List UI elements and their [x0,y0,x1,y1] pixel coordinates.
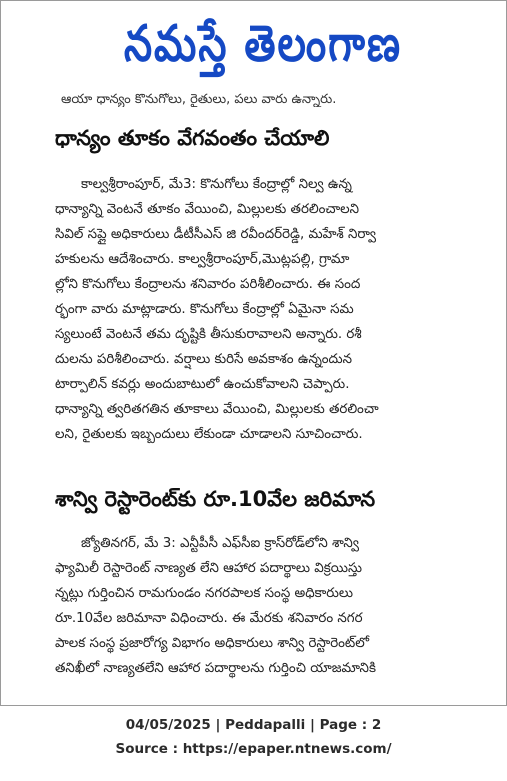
masthead-title: నమస్తే తెలంగాణ [123,15,403,73]
article-line: హకులను ఆదేశించారు. కాల్వశ్రీరాంపూర్,మొట్లపల్లి, గ్రామా [55,252,350,267]
cut-off-text-line: ఆయా ధాన్యం కొనుగోలు, రైతులు, పలు వారు ఉన్నారు. [61,93,337,107]
article-line: టార్పాలిన్ కవర్లు అందుబాటులో ఉంచుకోవాలని చెప్పారు. [55,377,350,392]
footer-source-line: Source : https://epaper.ntnews.com/ [115,741,392,757]
article-line: ల్లోని కొనుగోలు కేంద్రాలను శనివారం పరిశీలించారు. ఈ సంద [55,277,361,292]
article-line: లని, రైతులకు ఇబ్బందులు లేకుండా చూడాలని సూచించారు. [55,427,363,442]
article-line: ర్భంగా వారు మాట్లాడారు. కొనుగోలు కేంద్రాల్లో ఏమైనా సమ [55,302,354,317]
article-line: రూ.10వేల జరిమానా విధించారు. ఈ మేరకు శనివారం నగర [55,611,363,626]
article-line: సివిల్ సప్లై అధికారులు డీటీసీఎస్ జి రవీందర్‌రెడ్డి, మహేశ్ నిర్వా [55,227,377,242]
article-line: పాలక సంస్థ ప్రజారోగ్య విభాగం అధికారులు శాన్వి రెస్టారెంట్‌లో [55,636,370,651]
article-1-headline: ధాన్యం తూకం వేగవంతం చేయాలి [55,126,330,150]
article-2-headline: శాన్వి రెస్టారెంట్‌కు రూ.10వేల జరిమాన [55,487,376,511]
article-2-body [55,531,495,681]
article-line: న్నట్లు గుర్తించిన రామగుండం నగరపాలక సంస్థ అధికారులు [55,586,353,601]
article-line: స్యలుంటే వెంటనే తమ దృష్టికి తీసుకురావాలని అన్నారు. రశీ [55,327,362,342]
article-line: తనిఖీలో నాణ్యతలేని ఆహార పదార్థాలను గుర్తించి యాజమానికి [55,661,376,676]
article-line: ధాన్యాన్ని త్వరితగతిన తూకాలు వేయించి, మిల్లులకు తరలించా [55,402,379,417]
article-line: ఫ్యామిలీ రెస్టారెంట్ నాణ్యత లేని ఆహార పదార్థాలు విక్రయిస్తు [55,561,363,576]
article-1-body [55,172,495,447]
article-line: దులను పరిశీలించారు. వర్షాలు కురిసే అవకాశం ఉన్నందున [55,352,352,367]
article-line: ధాన్యాన్ని వెంటనే తూకం వేయించి, మిల్లులకు తరలించాలని [55,202,360,217]
article-line: కాల్వశ్రీరాంపూర్, మే3: కొనుగోలు కేంద్రాల్లో నిల్వ ఉన్న [81,177,352,192]
article-line: జ్యోతినగర్, మే 3: ఎన్టీపీసీ ఎఫ్‌సీఐ క్రాస్‌రోడ్‌లోని శాన్వి [81,536,359,551]
footer-date-line: 04/05/2025 | Peddapalli | Page : 2 [125,717,382,733]
